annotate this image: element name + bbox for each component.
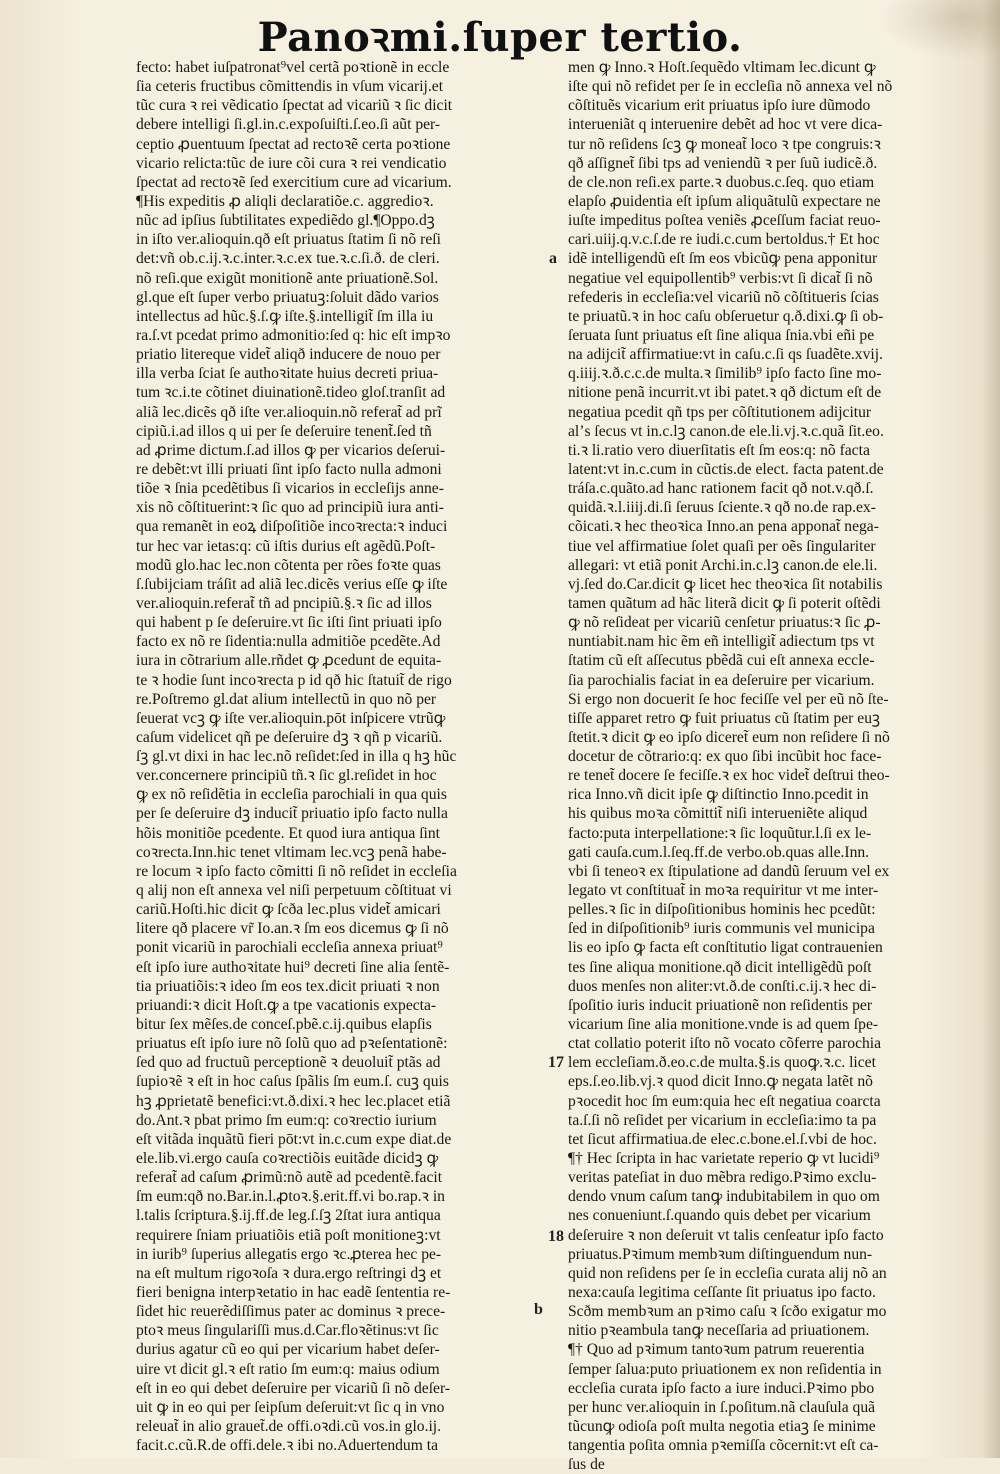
text-line: priuatus.Pꝛimum membꝛum diſtinguendum nun- — [568, 1245, 873, 1263]
margin-number-17: 17 — [548, 1054, 564, 1071]
text-line: Si ergo non docuerit ſe hoc feciſſe vel per eũ nõ ſte- — [568, 690, 889, 708]
text-line: allegari: vt etiã ponit Archi.in.c.lꝫ canon.de ele.li. — [568, 556, 878, 574]
text-line: ¶† Hec ſcripta in hac varietate reperio ꝙ vt lucidi⁹ — [568, 1150, 880, 1168]
text-line: per hunc ver.alioquin in ſ.poſitum.nã clauſula quã — [568, 1398, 876, 1416]
text-line: tur hec var ietas:q: cũ iſtis durius eſt agẽdũ.Poſt- — [136, 537, 436, 555]
text-line: na adijcit̃ affirmatiue:vt in caſu.c.ſi qs ſuadẽte.xvij. — [568, 346, 883, 364]
text-line: priuatus eſt ipſo iure nõ ſolũ quo ad pꝛeſentationẽ: — [136, 1035, 448, 1053]
text-line: tet ſicut affirmatiua.de elec.c.bone.el.ſ.vbi de hoc. — [568, 1130, 877, 1148]
text-line: nõ reſi.que exigũt monitionẽ ante priuationẽ.Sol. — [136, 269, 439, 287]
text-line: referat̃ ad caſum ꝓrimũ:nõ autẽ ad pcedentẽ.facit — [136, 1169, 443, 1187]
text-line: elapſo ꝓuidentia eſt ipſum aliquãtulũ expectare ne — [568, 192, 881, 210]
text-line: ſia parochialis faciat in ea deſeruire per vicarium. — [568, 671, 875, 689]
margin-letter-a: a — [549, 250, 557, 267]
text-line: interueniãt q interuenire debẽt ad hoc vt vere dica- — [568, 116, 883, 134]
text-line: ptoꝛ meus ſingulariſſi mus.d.Car.floꝛẽtinus:vt ſic — [136, 1322, 439, 1340]
text-line: lem eccleſiam.ð.eo.c.de multa.§.is quoꝙ.ꝛ.c. licet — [568, 1054, 876, 1072]
text-line: vicarium ſine alia monitione.vnde is ad quem ſpe- — [568, 1016, 879, 1034]
text-line: negatiua pcedit qñ tps per cõſtitutionem adijcitur — [568, 403, 872, 421]
text-line: men ꝙ Inno.ꝛ Hoſt.ſequẽdo vltimam lec.dicunt ꝙ — [568, 59, 876, 76]
text-line: releuat̃ in alio grauet̃.de offi.oꝛdi.cũ vos.in glo.ij. — [136, 1417, 442, 1435]
text-line: tráſa.c.quãto.ad hanc rationem facit qð not.v.qð.ſ. — [568, 480, 874, 498]
text-line: det:vñ ob.c.ij.ꝛ.c.inter.ꝛ.c.ex tue.ꝛ.c.ſi.ð. de cleri. — [136, 250, 440, 268]
text-line: in iſto ver.alioquin.qð eſt priuatus ſtatim ſi nõ reſi — [136, 231, 441, 249]
text-line: tiõe ꝛ ſnia pcedẽtibus ſi vicarios in eccleſijs anne- — [136, 480, 444, 498]
text-line: iuſte impeditus poſtea veniẽs ꝓceſſum faciat reuo- — [568, 212, 881, 230]
text-line: ſ.ſubijciam tráſit ad aliã lec.dicẽs verius eſſe ꝙ iſte — [136, 575, 448, 593]
text-line: caſum videlicet qñ pe deſeruire dꝫ ꝛ qñ p vicariũ. — [136, 728, 443, 746]
text-line: cõſtituẽs vicarium erit priuatus ipſo iure dũmodo — [568, 97, 871, 115]
text-line: eſt ipſo iure authoꝛitate hui⁹ decreti ſine alia ſentẽ- — [136, 958, 450, 976]
running-title: Panoꝛmi.ſuper tertio. — [257, 14, 743, 61]
text-line: vicario relicta:tũc de iure cõi cura ꝛ rei vendicatio — [136, 154, 447, 172]
text-line: pꝛocedit hoc ſm eum:quia hec eſt negatiua coarcta — [568, 1092, 881, 1110]
text-line: eſt in eo qui debet deſeruire per vicariũ ſi nõ deſer- — [136, 1379, 451, 1397]
margin-letter-b: b — [534, 1301, 543, 1318]
text-line: re debẽt:vt illi priuati ſint ipſo facto nulla admoni — [136, 460, 442, 478]
text-line: re tenet̃ docere ſe feciſſe.ꝛ ex hoc videt̃ deſtrui theo- — [568, 767, 890, 785]
text-line: negatiue vel equipollentib⁹ verbis:vt ſi dicat̃ ſi nõ — [568, 269, 873, 287]
text-line: ad ꝓrime dictum.ſ.ad illos ꝙ per vicarios deſerui- — [136, 441, 446, 459]
text-line: ti.ꝛ li.ratio vero diuerſitatis eſt ſm eos:q: nõ facta — [568, 441, 870, 459]
text-line: tiſſe apparet retro ꝙ fuit priuatus cũ ſtatim per euꝫ — [568, 709, 880, 727]
text-line: tũc cura ꝛ rei vẽdicatio ſpectat ad vicariũ ꝛ ſic dicit — [136, 97, 453, 115]
text-line: facto ex nõ re ſidentia:nulla admitiõe pcedẽte.Ad — [136, 633, 441, 651]
text-line: re.Poſtremo gl.dat alium intellectũ in quo nõ per — [136, 690, 437, 708]
text-line: facto:puta interpellatione:ꝛ ſic loquũtur.l.ſi ex le- — [568, 824, 872, 842]
text-line: uit ꝙ in eo qui per ſeipſum deſeruit:vt ſic q in vno — [136, 1398, 445, 1416]
text-line: ꝙ nõ reſideat per vicariũ cenſetur priuatus:ꝛ ſic ꝓ- — [568, 614, 881, 632]
text-line: nes conueniunt.ſ.quando quis debet per vicarium — [568, 1207, 871, 1225]
text-line: uire vt dicit gl.ꝛ eſt ratio ſm eum:q: maius odium — [136, 1360, 440, 1378]
text-line: tia priuatiõis:ꝛ ideo ſm eos tex.dicit priuati ꝛ non — [136, 977, 440, 995]
text-line: idẽ intelligendũ eſt ſm eos vbicũꝙ pena apponitur — [568, 250, 878, 268]
text-line: per ſe deſeruire dꝫ inducit̃ priuatio ipſo facto nulla — [136, 805, 448, 823]
text-line: l.talis ſcriptura.§.ij.ff.de leg.ſ.ſꝫ 2ſtat iura antiqua — [136, 1207, 441, 1225]
text-line: his quibus moꝛa cõmittit̃ niſi interueniẽte aliqud — [568, 805, 868, 823]
text-line: coꝛrecta.Inn.hic tenet vltimam lec.vcꝫ penã habe- — [136, 843, 447, 861]
text-line: ceptio ꝓuentuum ſpectat ad rectoꝛẽ certa poꝛtione — [136, 135, 451, 153]
text-line: tur nõ reſidens ſcꝫ ꝙ moneat̃ loco ꝛ tpe congruis:ꝛ — [568, 135, 881, 153]
text-line: cõicati.ꝛ hec theoꝛica Inno.an pena apponat̃ nega- — [568, 518, 879, 536]
text-line: priatio litereque videt̃ aliqð inducere de nouo per — [136, 346, 441, 364]
text-line: ſpectat ad rectoꝛẽ ſed exercitium cure ad vicarium. — [136, 173, 452, 191]
text-line: re locum ꝛ ipſo facto cõmitti ſi nõ reſidet in eccleſia — [136, 862, 457, 880]
text-line: do.Ant.ꝛ pbat primo ſm eum:q: coꝛrectio iurium — [136, 1111, 437, 1129]
text-line: requirere ſniam priuatiõis etiã poſt monitioneꝫ:vt — [136, 1226, 441, 1244]
text-line: ſupioꝛẽ ꝛ eſt in hoc caſus ſpãlis ſm eum.ſ. cuꝫ quis — [136, 1073, 449, 1091]
text-line: ſia ceteris fructibus cõmittendis in vſum vicarij.et — [136, 78, 444, 96]
text-line: ver.concernere principiũ tñ.ꝛ ſic gl.reſidet in hoc — [136, 767, 437, 785]
text-line: iſte qui nõ refidet per ſe in eccleſia nõ annexa vel nõ — [568, 78, 893, 96]
text-line: priuandi:ꝛ dicit Hoſt.ꝙ a tpe vacationis expecta- — [136, 996, 437, 1014]
text-line: vj.ſed do.Car.dicit ꝙ licet hec theoꝛica ſit notabilis — [568, 575, 883, 593]
text-line: ra.ſ.vt pcedat primo admonitio:ſed q: hic eſt impꝛo — [136, 326, 451, 344]
text-line: fieri benigna interpꝛetatio in hac eadẽ ſententia re- — [136, 1284, 451, 1301]
text-line: eſt vitãda inquãtũ fieri pōt:vt in.c.cum expe diat.de — [136, 1130, 452, 1148]
text-line: alʼs ſecus vt in.c.lꝫ canon.de ele.li.vj.ꝛ.c.quã ſit.eo. — [568, 422, 884, 440]
text-line: gl.que eſt ſuper verbo priuatuꝫ:ſoluit dãdo varios — [136, 288, 439, 306]
text-line: aliã lec.dicẽs qð iſte ver.alioquin.nõ referat̃ ad prĩ — [136, 403, 442, 421]
text-line: tum ꝛc.i.te cõtinet diuinationẽ.tideo gloſ.tranſit ad — [136, 384, 446, 402]
text-line: ſeruata ſunt priuatus eſt ſine aliqua ſnia.vbi eñi pe — [568, 326, 875, 344]
text-line: duos menſes non aliter:vt.ð.de conſti.c.ij.ꝛ hec di- — [568, 977, 877, 995]
left-column — [136, 58, 548, 1455]
text-line: ſidet hic reuerẽdiſſimus pater ac dominus ꝛ prece- — [136, 1303, 446, 1321]
text-line: cipiũ.i.ad illos q ui per ſe deſeruire tenent̃.ſed tñ — [136, 422, 432, 440]
text-line: nitio pꝛeambula tanꝙ neceſſaria ad priuationem. — [568, 1322, 870, 1340]
margin-number-18: 18 — [548, 1228, 564, 1245]
text-line: hꝫ ꝓprietatẽ benefici:vt.ð.dixi.ꝛ hec lec.placet etiã — [136, 1092, 451, 1110]
text-line: illa verba ſciat ſe authoꝛitate huius decreti priua- — [136, 365, 439, 383]
text-line: q alij non eſt annexa vel niſi perpetuum cõſtituat vi — [136, 882, 452, 900]
text-line: veritas pateſiat in duo mẽbra redigo.Pꝛimo exclu- — [568, 1169, 877, 1187]
text-line: modũ glo.hac lec.non cõtenta per rões foꝛte quas — [136, 556, 441, 574]
text-line: qui habent p ſe deſeruire.vt ſic iſti ſint priuati ipſo — [136, 614, 442, 632]
text-line: durius agatur cũ eo qui per vicarium habet deſer- — [136, 1341, 440, 1359]
text-line: cari.uiij.q.v.c.ſ.de re iudi.c.cum bertoldus.† Et hoc — [568, 231, 880, 249]
text-line: fecto: habet iuſpatronat⁹vel certã poꝛtionẽ in eccle — [136, 59, 450, 76]
text-line: cariũ.Hoſti.hic dicit ꝙ ſcða lec.plus videt̃ amicari — [136, 901, 441, 919]
right-column — [568, 58, 980, 1474]
text-line: ſeuerat vcꝫ ꝙ iſte ver.alioquin.pōt inſpicere vtrũꝙ — [136, 709, 446, 727]
text-line: litere qð placere vr̃ Io.an.ꝛ ſm eos dicemus ꝙ ſi nõ — [136, 920, 449, 938]
text-line: gati cauſa.cum.l.ſeq.ff.de verbo.ob.quas alle.Inn. — [568, 843, 870, 861]
text-line: nexa:cauſa legitima ceſſante ſit priuatus ipo facto. — [568, 1284, 876, 1301]
text-line: ſpoſitio iuris inducit priuationẽ non reſidentis per — [568, 996, 873, 1014]
text-line: lis eo ipſo ꝙ facta eſt conſtitutio ligat contrauenien — [568, 939, 883, 957]
text-line: na eſt multum rigoꝛoſa ꝛ dura.ergo reſtringi dꝫ et — [136, 1264, 442, 1282]
text-line: rica Inno.vñ dicit ipſe ꝙ diſtinctio Inno.pcedit in — [568, 786, 869, 804]
text-line: ctat collatio poterit iſto nõ vocato cõferre parochia — [568, 1035, 882, 1053]
text-line: ele.lib.vi.ergo cauſa coꝛrectiõis euitãde dicidꝫ ꝙ — [136, 1150, 439, 1168]
text-line: Scðm membꝛum an pꝛimo caſu ꝛ ſcðo exigatur mo — [568, 1303, 887, 1321]
text-line: nũc ad ipſius ſubtilitates expediẽdo gl.¶Oppo.dꝫ — [136, 212, 435, 230]
text-line: ¶† Quo ad pꝛimum tantoꝛum patrum reuerentia — [568, 1341, 865, 1359]
text-line: qð aſſignet̃ ſibi tps ad veniendũ ꝛ per ſuũ iudicẽ.ð. — [568, 154, 878, 172]
text-line: eps.ſ.eo.lib.vj.ꝛ quod dicit Inno.ꝙ negata latẽt nõ — [568, 1073, 873, 1091]
text-line: docetur de cõtrario:q: ex quo ſibi incũbit hoc face- — [568, 748, 882, 766]
text-line: ſemper ſalua:puto priuationem ex non reſidentia in — [568, 1360, 882, 1378]
text-line: te priuatũ.ꝛ in hoc caſu obſeruetur q.ð.dixi.ꝙ ſi ob- — [568, 307, 884, 325]
text-line: ponit vicariũ in parochiali eccleſia annexa priuat⁹ — [136, 939, 443, 957]
text-line: refederis in eccleſia:vel vicariũ nõ cõſtitueris ſcias — [568, 288, 879, 306]
text-line: ſed in diſpoſitionib⁹ iuris communis vel municipa — [568, 920, 875, 938]
text-line: iura in cõtrarium alle.rñdet ꝙ ꝓcedunt de equita- — [136, 652, 442, 670]
text-line: te ꝛ hodie ſunt incoꝛrecta p id qð hic ſtatuit̃ de rigo — [136, 671, 452, 689]
text-line: tiue vel affirmatiue ſolet quaſi per oẽs ſingulariter — [568, 537, 876, 555]
text-line: ꝙ ex nõ reſidẽtia in eccleſia parochiali in qua quis — [136, 786, 447, 804]
text-line: ſꝫ gl.vt dixi in hac lec.nõ reſidet:ſed in illa q hꝫ hũc — [136, 748, 457, 766]
text-line: nitione penã incurrit.vt ibi patet.ꝛ qð dictum eſt de — [568, 384, 882, 402]
text-line: quidã.ꝛ.l.iiij.di.ſi ſeruus ſciente.ꝛ qð no.de rap.ex- — [568, 499, 876, 517]
text-line: nuntiabit.nam hic ẽm eñ intelligit̃ adiectum tps vt — [568, 633, 875, 651]
text-line: legato vt conſtituat̃ in moꝛa requiritur vt me inter- — [568, 882, 879, 900]
text-line: ſtatim cũ eſt aſſecutus pbẽdã cui eſt annexa eccle- — [568, 652, 875, 670]
text-line: xis nõ cõſtituerint:ꝛ ſic quo ad principiũ iura anti- — [136, 499, 444, 517]
text-line: ſus de — [568, 1456, 605, 1474]
text-line: q.iiij.ꝛ.ð.c.c.de multa.ꝛ ſimilib⁹ ipſo facto ſine mo- — [568, 365, 882, 383]
text-line: ¶His expeditis ꝓ aliqli declaratiõe.c. aggredioꝛ. — [136, 192, 434, 210]
text-line: ſtetit.ꝛ dicit ꝙ eo ipſo diceret̃ eum non reſidere ſi nõ — [568, 728, 890, 746]
text-line: pelles.ꝛ ſic in diſpoſitionibus hominis hec pcedũt: — [568, 901, 876, 919]
text-line: ſm eum:qð no.Bar.in.l.ꝓtoꝛ.§.erit.ff.vi bo.rap.ꝛ in — [136, 1188, 445, 1206]
text-line: intellectus ad hũc.§.ſ.ꝙ iſte.§.intelligit̃ ſm illa iu — [136, 307, 434, 325]
text-line: quid non reſidens per ſe in eccleſia curata alij nõ an — [568, 1264, 887, 1282]
text-line: qua remanẽt in eoꝝ diſpoſitiõe incoꝛrecta:ꝛ induci — [136, 518, 448, 536]
text-line: ta.ſ.ſi nõ reſidet per vicarium in eccleſia:imo ta pa — [568, 1111, 877, 1129]
text-line: in iurib⁹ ſuperius allegatis ergo ꝛc.ꝓterea hec pe- — [136, 1245, 442, 1263]
text-line: tangentia poſita omnia pꝛemiſſa cõcernit:vt eſt ca- — [568, 1437, 879, 1455]
text-line: dendo vnum caſum tanꝙ indubitabilem in quo om — [568, 1188, 880, 1206]
text-line: tamen quãtum ad hãc literã dicit ꝙ ſi poterit oſtẽdi — [568, 594, 881, 612]
text-line: tũcunꝙ odioſa poſt multa negotia etiaꝫ ſe minime — [568, 1417, 876, 1435]
text-line: latent:vt in.c.cum in cũctis.de elect. facta patent.de — [568, 460, 884, 478]
page-edge-shadow — [982, 0, 1000, 1458]
text-line: hõis monitiõe pcedente. Et quod iura antiqua ſint — [136, 824, 441, 842]
text-line: tes ſine aliqua monitione.qð dicit intelligẽdũ poſt — [568, 958, 872, 976]
text-line: debere intelligi ſi.gl.in.c.expoſuiſti.ſ.eo.ſi aũt per- — [136, 116, 441, 134]
text-line: vbi ſi teneoꝛ ex ſtipulatione ad dandũ ſeruum vel ex — [568, 862, 890, 880]
text-line: ſed quo ad fructuũ perceptionẽ ꝛ deuoluit̃ ptãs ad — [136, 1054, 441, 1072]
text-line: deſeruire ꝛ non deſeruit vt talis cenſeatur ipſo facto — [568, 1226, 884, 1244]
text-line: eccleſia curata ipſo facto a iure induci.Pꝛimo pbo — [568, 1379, 875, 1397]
text-line: de cle.non reſi.ex parte.ꝛ duobus.c.ſeq. quo etiam — [568, 173, 875, 191]
text-line: facit.c.cũ.R.de offi.dele.ꝛ ibi no.Aduertendum ta — [136, 1437, 438, 1455]
text-line: bitur ſex mẽſes.de conceſ.pbẽ.c.ij.quibus elapſis — [136, 1016, 432, 1034]
text-line: ver.alioquin.referat̃ tñ ad pncipiũ.§.ꝛ ſic ad illos — [136, 594, 432, 612]
